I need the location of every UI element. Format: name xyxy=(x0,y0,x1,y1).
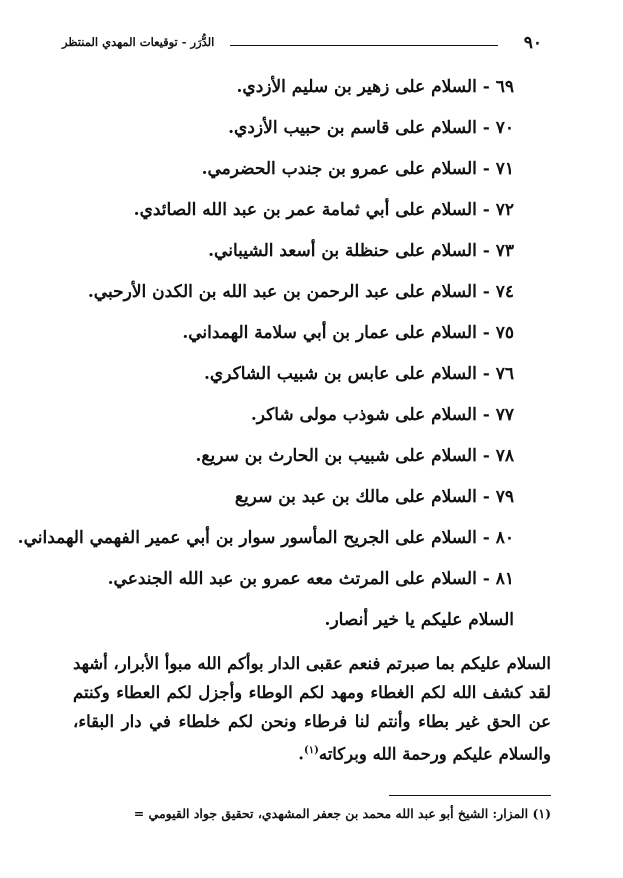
salutation-line: ٧٢ - السلام على أبي ثمامة عمر بن عبد الله الصائدي. xyxy=(133,200,514,220)
salutation-line: ٧٩ - السلام على مالك بن عبد بن سريع xyxy=(234,487,514,507)
salutation-line: ٨٠ - السلام على الجريح المأسور سوار بن أبي عمير الفهمي الهمداني. xyxy=(17,528,514,548)
closing-text: السلام عليكم بما صبرتم فنعم عقبى الدار بوأكم الله مبوأ الأبرار، أشهد لقد كشف الله لكم الغطاء ومهد لكم الوطاء وأجزل لكم العطاء وكنتم عن الحق غير بطاء وأنتم لنا فرطاء ونحن لكم خلطاء في دار البقاء، والسلام عليكم ورحمة الله وبركاته xyxy=(73,654,551,764)
footnote-marker: (١) xyxy=(304,745,319,756)
page-number: ٩٠ xyxy=(523,33,542,53)
closing-period: . xyxy=(298,744,304,764)
salutation-line: السلام عليكم يا خير أنصار. xyxy=(324,610,514,630)
salutation-line: ٧٠ - السلام على قاسم بن حبيب الأزدي. xyxy=(228,118,514,138)
salutation-line: ٧٤ - السلام على عبد الرحمن بن عبد الله بن الكدن الأرحبي. xyxy=(87,282,514,302)
running-title: الدُّرَر - توقيعات المهدي المنتظر xyxy=(62,35,215,49)
salutation-line: ٦٩ - السلام على زهير بن سليم الأزدي. xyxy=(236,77,514,97)
header-rule xyxy=(230,45,498,46)
page-header xyxy=(62,33,542,57)
salutation-line: ٧١ - السلام على عمرو بن جندب الحضرمي. xyxy=(201,159,514,179)
salutation-line: ٧٧ - السلام على شوذب مولى شاكر. xyxy=(250,405,514,425)
footnote-rule xyxy=(389,795,551,796)
footnote: (١) المزار: الشيخ أبو عبد الله محمد بن جعفر المشهدي، تحقيق جواد القيومي = xyxy=(133,806,551,821)
closing-paragraph xyxy=(73,649,551,769)
salutation-line: ٧٨ - السلام على شبيب بن الحارث بن سريع. xyxy=(195,446,514,466)
salutation-line: ٨١ - السلام على المرتث معه عمرو بن عبد الله الجندعي. xyxy=(107,569,514,589)
salutation-line: ٧٣ - السلام على حنظلة بن أسعد الشيباني. xyxy=(208,241,514,261)
salutation-line: ٧٦ - السلام على عابس بن شبيب الشاكري. xyxy=(204,364,514,384)
salutation-line: ٧٥ - السلام على عمار بن أبي سلامة الهمداني. xyxy=(182,323,514,343)
